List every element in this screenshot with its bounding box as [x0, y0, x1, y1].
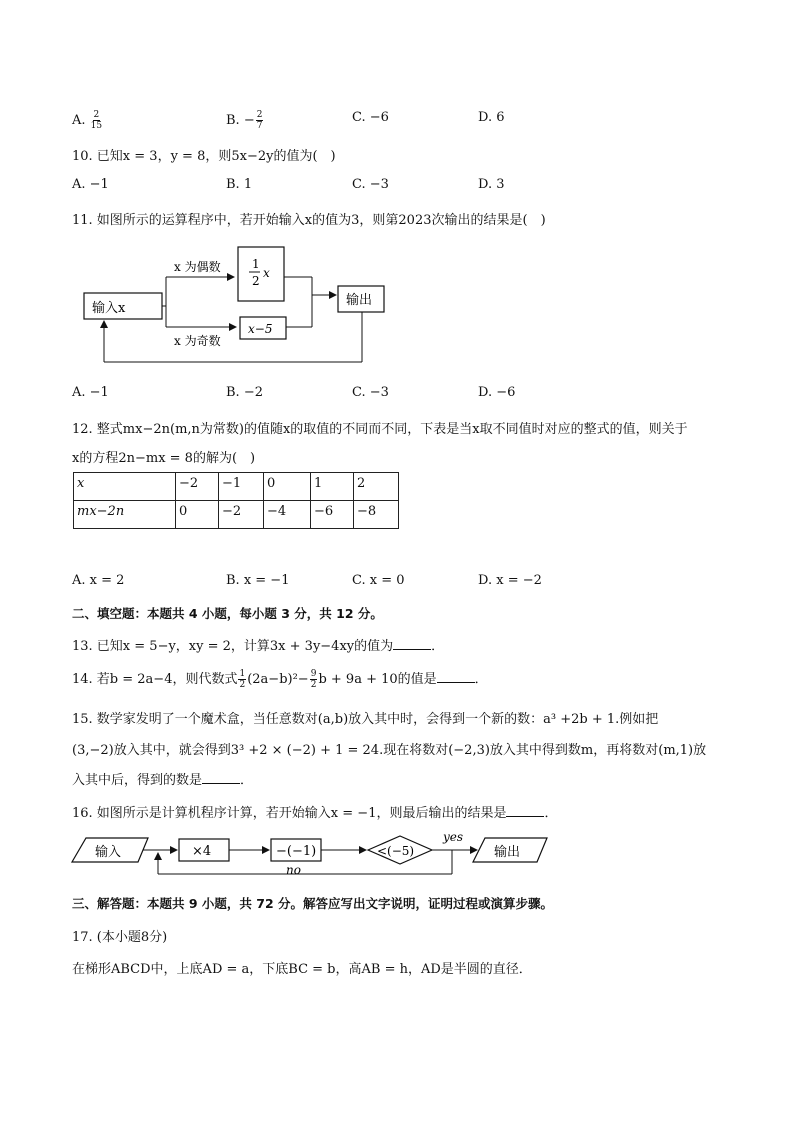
table-cell: −2 [219, 501, 264, 529]
q10-option-c: C. −3 [352, 177, 389, 192]
q10-option-b: B. 1 [226, 177, 253, 192]
input-label: 输入x [92, 301, 126, 316]
q12-option-c: C. x = 0 [352, 573, 405, 588]
odd-label: x 为奇数 [174, 334, 221, 348]
q10-option-a: A. −1 [72, 177, 109, 192]
answer-blank[interactable] [437, 670, 475, 683]
q15-line2: (3,−2)放入其中，就会得到3³ +2 × (−2) + 1 = 24.现在将数对(−2,3)放入其中得到数m，再将数对(m,1)放 [72, 743, 707, 758]
even-op-var: x [263, 266, 270, 280]
section-3-heading: 三、解答题：本题共 9 小题，共 72 分。解答应写出文字说明，证明过程或演算步骤。 [72, 896, 554, 911]
q17-text: 在梯形ABCD中，上底AD = a，下底BC = b，高AB = h，AD是半圆的直径． [72, 962, 532, 977]
q9-option-c: C. −6 [352, 110, 389, 125]
even-op-num: 1 [252, 257, 260, 271]
table-cell: −2 [176, 473, 219, 501]
answer-blank[interactable] [506, 804, 544, 817]
q10-option-d: D. 3 [478, 177, 505, 192]
table-cell: mx−2n [74, 501, 176, 529]
table-cell: −1 [219, 473, 264, 501]
fraction: $\frac{1}{2}$ [239, 669, 246, 690]
q15-line1: 15. 数学家发明了一个魔术盒，当任意数对(a,b)放入其中时，会得到一个新的数：a³ +2b + 1.例如把 [72, 712, 659, 727]
no-label: no [286, 863, 301, 877]
q9-option-d: D. 6 [478, 110, 505, 125]
table-cell: −6 [311, 501, 354, 529]
q11-flowchart [0, 235, 794, 375]
table-cell: 1 [311, 473, 354, 501]
table-cell: 0 [264, 473, 311, 501]
odd-op: x−5 [248, 322, 273, 336]
q12-table [73, 472, 399, 529]
fraction: $\frac{2}{15}$ [90, 110, 103, 131]
q16-text: 16. 如图所示是计算机程序计算，若开始输入x = −1，则最后输出的结果是 ． [72, 806, 558, 821]
table-cell: x [74, 473, 176, 501]
q12-option-a: A. x = 2 [72, 573, 125, 588]
even-label: x 为偶数 [174, 260, 221, 274]
table-cell: 0 [176, 501, 219, 529]
q11-option-b: B. −2 [226, 385, 263, 400]
q14-text: 14. 若b = 2a−4，则代数式 $\frac{1}{2}$ (2a−b)²− $\frac{9}{2}$ b + 9a + 10的值是 ． [72, 669, 488, 690]
even-op-box [238, 247, 284, 301]
answer-blank[interactable] [202, 771, 240, 784]
input-label: 输入 [95, 845, 122, 860]
table-row [74, 501, 399, 529]
table-row [74, 473, 399, 501]
q17-heading: 17. (本小题8分) [72, 930, 168, 945]
op2-label: −(−1) [276, 844, 317, 859]
section-2-heading: 二、填空题：本题共 4 小题，每小题 3 分，共 12 分。 [72, 606, 383, 621]
q9-option-a: A. $\frac{2}{15}$ [72, 110, 103, 131]
output-label: 输出 [494, 845, 521, 860]
q12-option-b: B. x = −1 [226, 573, 290, 588]
q15-line3: 入其中后，得到的数是 ． [72, 773, 254, 788]
q11-option-d: D. −6 [478, 385, 516, 400]
q9-option-b: B. − $\frac{2}{7}$ [226, 110, 263, 131]
q13-text: 13. 已知x = 5−y，xy = 2，计算3x + 3y−4xy的值为 ． [72, 639, 445, 654]
table-cell: −4 [264, 501, 311, 529]
q11-option-c: C. −3 [352, 385, 389, 400]
table-cell: 2 [354, 473, 399, 501]
q16-flowchart [0, 826, 794, 886]
output-label: 输出 [346, 293, 373, 308]
q12-text-line1: 12. 整式mx−2n(m,n为常数)的值随x的取值的不同而不同，下表是当x取不同值时对应的整式的值，则关于 [72, 422, 688, 437]
even-op-den: 2 [252, 274, 260, 288]
yes-label: yes [443, 830, 464, 844]
q11-text: 11. 如图所示的运算程序中，若开始输入x的值为3，则第2023次输出的结果是( ) [72, 213, 546, 228]
table-cell: −8 [354, 501, 399, 529]
fraction: $\frac{9}{2}$ [310, 669, 317, 690]
q10-text: 10. 已知x = 3，y = 8，则5x−2y的值为( ) [72, 149, 336, 164]
fraction: $\frac{2}{7}$ [256, 110, 263, 131]
q12-option-d: D. x = −2 [478, 573, 542, 588]
q12-text-line2: x的方程2n−mx = 8的解为( ) [72, 451, 256, 466]
op1-label: ×4 [192, 844, 212, 859]
q11-option-a: A. −1 [72, 385, 109, 400]
cond-label: <(−5) [377, 844, 415, 858]
answer-blank[interactable] [393, 637, 431, 650]
